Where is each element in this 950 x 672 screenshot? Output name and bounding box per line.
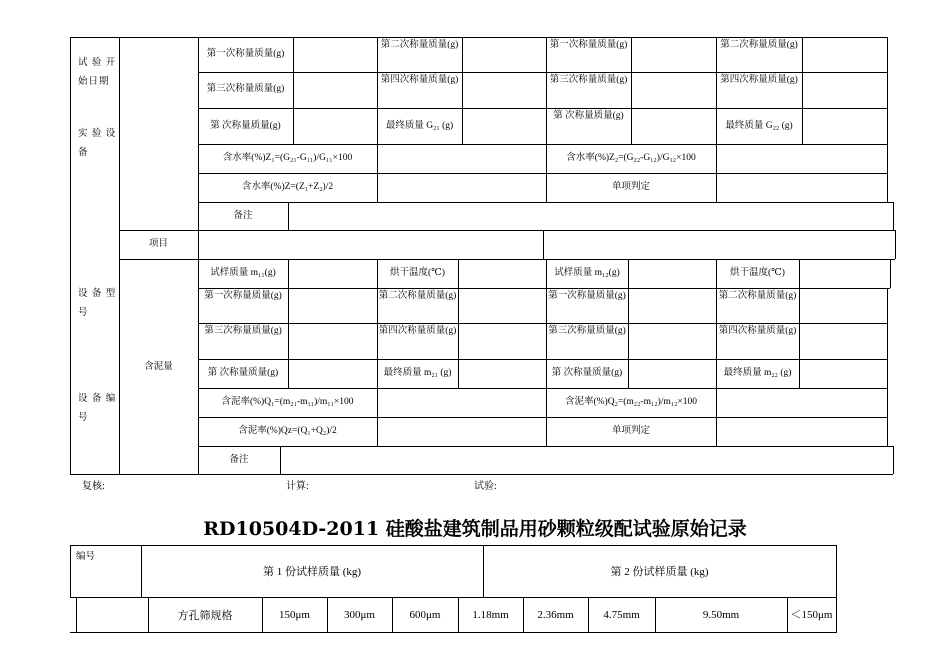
- mud-r2-c4: 第四次称量质量(g): [718, 326, 797, 336]
- mud-r3-c3: 第 次称量质量(g): [551, 368, 623, 378]
- moisture-formula-1: 含水率(%)Z₁=(G₂₁-G₁₁)/G₁₁×100: [222, 153, 353, 163]
- m-r3-c2: 最终质量 G₂₁ (g): [385, 120, 454, 131]
- m-r1-c2: 第二次称量质量(g): [380, 40, 459, 50]
- sieve-lt-150um: ＜150μm: [790, 608, 833, 621]
- sample-1-mass: 第 1 份试样质量 (kg): [262, 566, 362, 578]
- project-label: 项目: [148, 239, 168, 249]
- m-r1-c4: 第二次称量质量(g): [720, 40, 798, 50]
- m-r2-c4: 第四次称量质量(g): [720, 75, 798, 85]
- m-r2-c3: 第三次称量质量(g): [549, 75, 628, 85]
- mud-r0-c2: 烘干温度(℃): [390, 268, 445, 278]
- m-r3-c1: 第 次称量质量(g): [210, 120, 281, 131]
- page-title: RD10504D-2011 硅酸盐建筑制品用砂颗粒级配试验原始记录: [203, 518, 747, 540]
- mud-r3-c2: 最终质量 m₂₁ (g): [383, 368, 452, 378]
- m-r1-c3: 第一次称量质量(g): [549, 40, 628, 50]
- moisture-note: 备注: [233, 210, 253, 221]
- mud-r3-c1: 第 次称量质量(g): [207, 368, 279, 378]
- sieve-9-50mm: 9.50mm: [702, 608, 740, 621]
- sieve-150um: 150μm: [279, 608, 310, 621]
- start-date-label: 试 验 开 始日期: [78, 58, 117, 87]
- m-r2-c2: 第四次称量质量(g): [380, 75, 459, 85]
- sieve-1-18mm: 1.18mm: [472, 608, 509, 621]
- calc-label: 计算:: [286, 481, 309, 492]
- mud-r1-c1: 第一次称量质量(g): [204, 291, 282, 301]
- moisture-formula-2: 含水率(%)Z₂=(G₂₂-G₁₂)/G₁₂×100: [566, 153, 696, 163]
- model-label: 设 备 型 号: [78, 289, 117, 318]
- mud-r2-c3: 第三次称量质量(g): [548, 326, 626, 336]
- m-r3-c4: 最终质量 G₂₂ (g): [725, 120, 793, 131]
- moisture-avg: 含水率(%)Z=(Z₁+Z₂)/2: [241, 182, 334, 192]
- sieve-2-36mm: 2.36mm: [537, 608, 574, 621]
- m-r3-c3: 第 次称量质量(g): [553, 111, 624, 121]
- mud-label: 含泥量: [144, 361, 173, 372]
- sieve-4-75mm: 4.75mm: [603, 608, 640, 621]
- equipment-label: 实 验 设 备: [78, 129, 117, 158]
- sample-2-mass: 第 2 份试样质量 (kg): [610, 566, 709, 578]
- mud-r0-c1: 试样质量 m₁₁(g): [210, 268, 276, 278]
- mud-r2-c2: 第四次称量质量(g): [378, 326, 457, 336]
- sieve-300um: 300μm: [344, 608, 375, 621]
- test-label: 试验:: [474, 481, 497, 492]
- sieve-600um: 600μm: [409, 608, 441, 621]
- mud-judge: 单项判定: [611, 426, 650, 436]
- mud-r1-c3: 第一次称量质量(g): [548, 291, 626, 301]
- mud-note: 备注: [229, 454, 249, 465]
- number-label: 设 备 编 号: [78, 394, 117, 423]
- mud-r1-c4: 第二次称量质量(g): [718, 291, 797, 301]
- mud-formula-2: 含泥率(%)Q₂=(m₂₂-m₁₂)/m₁₂×100: [564, 397, 698, 407]
- mud-r2-c1: 第三次称量质量(g): [204, 326, 282, 336]
- mud-avg: 含泥率(%)Qz=(Q₁+Q₂)/2: [238, 426, 337, 436]
- mud-r0-c3: 试样质量 m₁₂(g): [554, 268, 620, 278]
- m-r2-c1: 第三次称量质量(g): [206, 84, 285, 94]
- m-r1-c1: 第一次称量质量(g): [206, 49, 285, 59]
- review-label: 复核:: [82, 481, 105, 492]
- mud-r0-c4: 烘干温度(℃): [730, 268, 785, 278]
- mud-r3-c4: 最终质量 m₂₂ (g): [723, 368, 792, 378]
- moisture-judge: 单项判定: [611, 182, 650, 192]
- number-label-bottom: 编号: [76, 552, 96, 562]
- mud-r1-c2: 第二次称量质量(g): [378, 291, 457, 301]
- sieve-label: 方孔筛规格: [177, 609, 233, 622]
- mud-formula-1: 含泥率(%)Q₁=(m₂₁-m₁₁)/m₁₁×100: [221, 397, 354, 407]
